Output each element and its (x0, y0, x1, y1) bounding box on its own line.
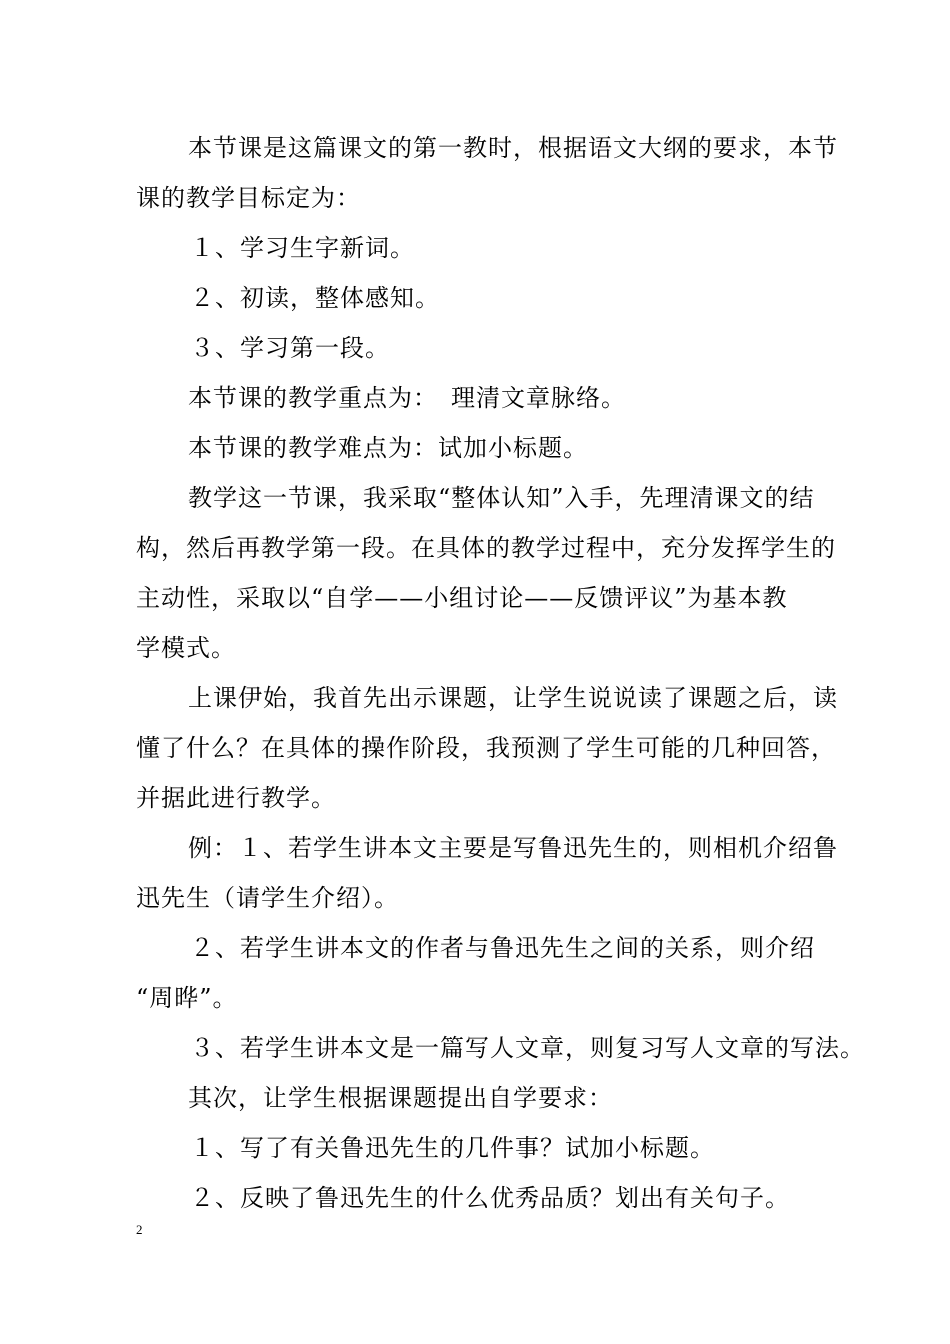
paragraph-line: 本节课的教学难点为：试加小标题。 (188, 434, 588, 462)
paragraph-line: 例：１、若学生讲本文主要是写鲁迅先生的，则相机介绍鲁 (188, 834, 838, 862)
paragraph-line: 主动性，采取以“自学——小组讨论——反馈评议”为基本教 (136, 584, 788, 612)
paragraph-line: 课的教学目标定为： (136, 184, 361, 212)
paragraph-line: 上课伊始，我首先出示课题，让学生说说读了课题之后，读 (188, 684, 838, 712)
paragraph-line: 本节课是这篇课文的第一教时，根据语文大纲的要求，本节 (188, 134, 838, 162)
list-item: ２、初读，整体感知。 (190, 284, 440, 312)
list-item: ３、学习第一段。 (190, 334, 390, 362)
paragraph-line: 学模式。 (136, 634, 236, 662)
paragraph-line: 本节课的教学重点为： 理清文章脉络。 (188, 384, 626, 412)
list-item: ２、若学生讲本文的作者与鲁迅先生之间的关系，则介绍 (190, 934, 815, 962)
list-item: ２、反映了鲁迅先生的什么优秀品质？划出有关句子。 (190, 1184, 790, 1212)
paragraph-line: 并据此进行教学。 (136, 784, 336, 812)
paragraph-line: 教学这一节课，我采取“整体认知”入手，先理清课文的结 (188, 484, 815, 512)
list-item: １、学习生字新词。 (190, 234, 415, 262)
page-number: 2 (136, 1222, 143, 1237)
paragraph-line: 懂了什么？在具体的操作阶段，我预测了学生可能的几种回答， (136, 734, 836, 762)
paragraph-line: 构，然后再教学第一段。在具体的教学过程中，充分发挥学生的 (136, 534, 836, 562)
paragraph-line: 其次，让学生根据课题提出自学要求： (188, 1084, 613, 1112)
paragraph-line: “周晔”。 (136, 984, 238, 1012)
list-item: ３、若学生讲本文是一篇写人文章，则复习写人文章的写法。 (190, 1034, 865, 1062)
list-item: １、写了有关鲁迅先生的几件事？试加小标题。 (190, 1134, 715, 1162)
paragraph-line: 迅先生（请学生介绍）。 (136, 884, 399, 912)
